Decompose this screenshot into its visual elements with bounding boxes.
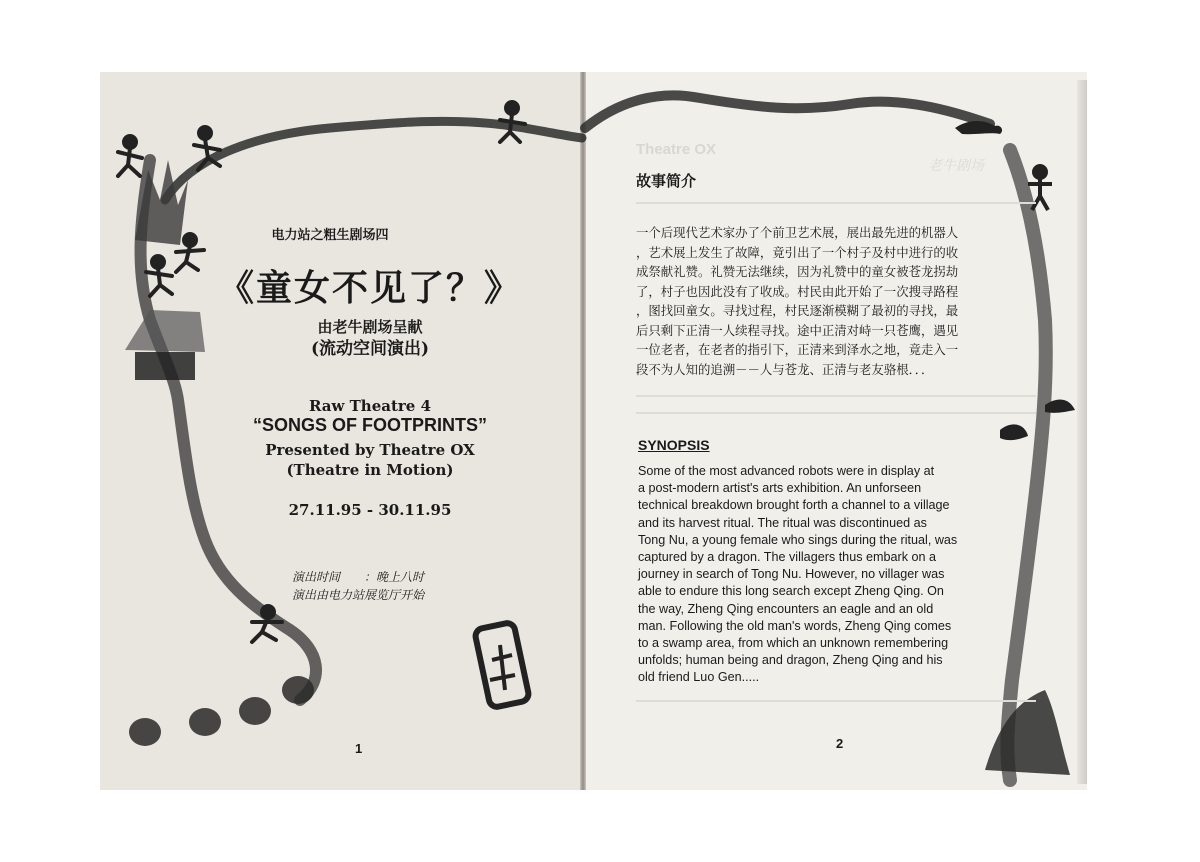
page-number-right: 2 [836,736,844,751]
bleed-through-title-cn: 老牛剧场 [928,158,984,174]
hut-icon [125,310,205,352]
eagle-icon [955,121,1002,134]
page-number-left: 1 [355,741,363,756]
synopsis-line: unfolds; human being and dragon, Zheng Qing and his [638,653,943,668]
venue-line: 演出由电力站展览厅开始 [292,588,425,602]
synopsis-line: captured by a dragon. The villagers thus embark on a [638,550,936,565]
story-line: 后只剩下正清一人续程寻找。途中正清对峙一只苍鹰，遇见 [636,322,959,338]
synopsis-line: technical breakdown brought forth a channel to a village [638,498,950,513]
story-line: ，艺术展上发生了故障，竟引出了一个村子及村中进行的收 [636,244,959,260]
logo-mark [490,645,515,690]
showtime-value: ：晚上八时 [364,570,425,584]
bleed-through-line [636,700,1036,702]
synopsis-line: and its harvest ritual. The ritual was discontinued as [638,515,927,530]
synopsis-line: man. Following the old man's words, Zheng Qing comes [638,618,952,633]
theatre-in-motion-cn: (流动空间演出) [310,339,430,359]
hand-icon-2 [1000,424,1028,440]
bleed-through-title: Theatre OX [636,141,717,158]
vine-top-left [165,121,582,200]
showtime-line [292,568,424,585]
synopsis-heading: SYNOPSIS [638,437,710,453]
vine-top-right [585,95,990,128]
story-line: ，图找回童女。寻找过程，村民逐渐模糊了最初的寻找，最 [636,303,959,318]
synopsis-line: journey in search of Tong Nu. However, no villager was [638,567,945,582]
synopsis-line: the way, Zheng Qing encounters an eagle and an old [638,601,934,616]
synopsis-line: to a swamp area, from which an unknown remembering [638,636,949,651]
synopsis-line: old friend Luo Gen..... [638,670,760,685]
story-line: 段不为人知的追溯－－人与苍龙、正清与老友骆根．．． [636,361,934,377]
synopsis-line: a post-modern artist's arts exhibition. An unforseen [638,481,922,496]
synopsis-line: Tong Nu, a young female who sings during the ritual, was [638,532,958,547]
synopsis-line: Some of the most advanced robots were in display at [638,464,935,478]
play-title-cn: 《童女不见了？》 [217,267,522,309]
bleed-through-line [636,395,1036,397]
play-title-en: “SONGS OF FOOTPRINTS” [252,415,487,435]
story-line: 一个后现代艺术家办了个前卫艺术展，展出最先进的机器人 [636,225,959,240]
story-summary-cn [636,223,1026,379]
dragon-icon [985,690,1070,775]
theatre-in-motion-en: (Theatre in Motion) [286,461,454,479]
story-line: 一位老者，在老者的指引下，正清来到泽水之地，竟走入一 [636,342,959,357]
story-summary-heading: 故事简介 [636,172,697,190]
showtime-label: 演出时间 [292,570,341,584]
presenter-cn: 由老牛剧场呈献 [317,318,423,336]
synopsis-body [638,463,1028,687]
story-line: 成祭献礼赞。礼赞无法继续，因为礼赞中的童女被苍龙拐劫 [636,264,959,279]
series-title-cn: 电力站之粗生剧场四 [271,228,389,243]
story-line: 了，村子也因此没有了收成。村民由此开始了一次搜寻路程 [636,283,959,299]
footprints-icon [129,676,314,746]
hut-base-icon [135,352,195,380]
presenter-en: Presented by Theatre OX [265,441,475,459]
bleed-through-line [636,412,1036,414]
performance-dates: 27.11.95 - 30.11.95 [288,501,452,519]
synopsis-line: able to endure this long search except Zheng Qing. On [638,584,944,599]
bleed-through-line [636,202,1036,204]
series-title-en: Raw Theatre 4 [308,397,432,415]
